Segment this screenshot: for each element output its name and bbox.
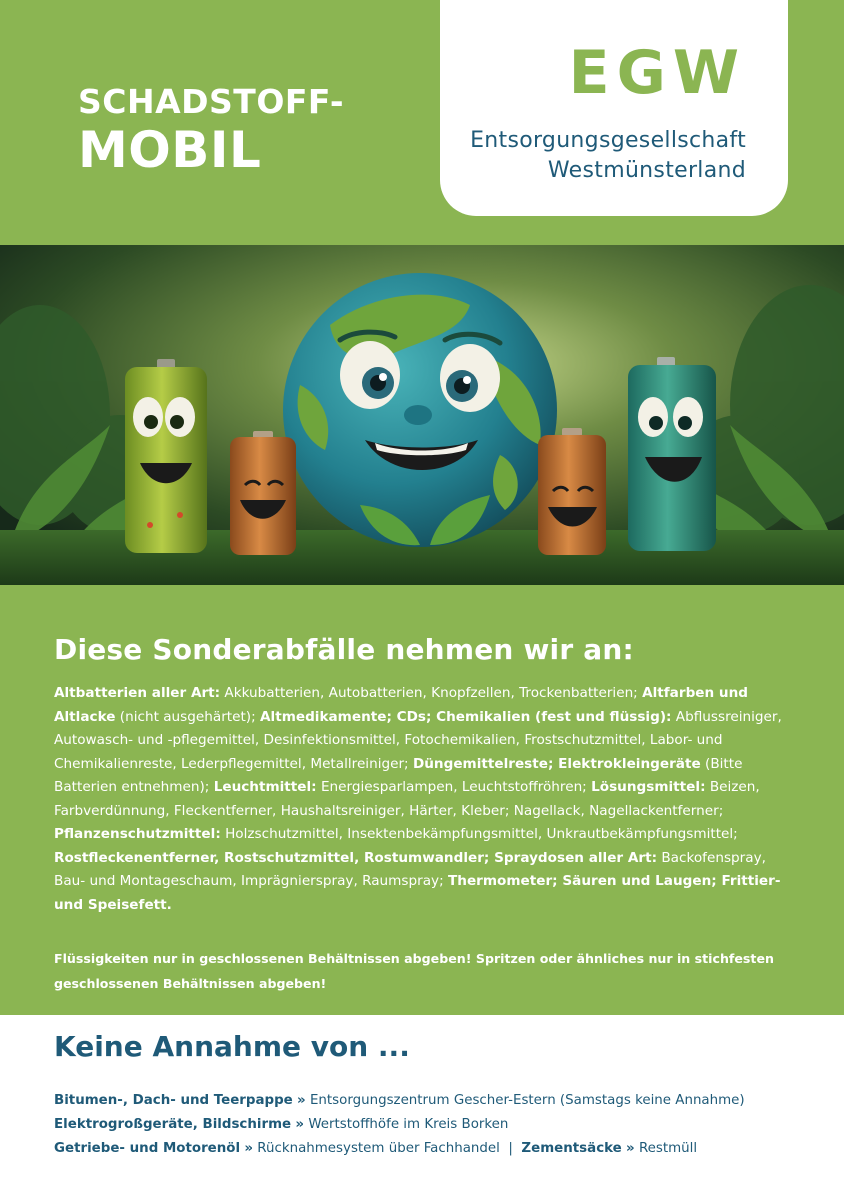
accepted-item-text: (nicht ausgehärtet); <box>115 708 261 725</box>
accepted-item-label: Rostfleckenentferner, Rostschutzmittel, Rostumwandler; Spraydosen aller Art: <box>54 849 658 866</box>
rejected-list <box>54 1089 814 1161</box>
accepted-heading: Diese Sonderabfälle nehmen wir an: <box>54 633 634 666</box>
accepted-item-label: Altmedikamente; CDs; Chemikalien (fest und flüssig): <box>260 708 672 725</box>
accepted-item-text: Abflussreiniger, Autowasch- und -pflegemittel, Desinfektionsmittel, Fotochemikalien, Frostschutzmittel, Labor- und Chemikalienreste, Lederpflegemittel, Metallreiniger; <box>54 708 782 772</box>
rejected-item-destination: Restmüll <box>638 1141 698 1156</box>
accepted-item-text: Beizen, Farbverdünnung, Fleckentferner, Haushaltsreiniger, Härter, Kleber; Nagellack, Nagellackentferner; <box>54 779 760 819</box>
logo-mark: EGW <box>568 38 746 108</box>
copper-battery-icon <box>230 431 296 555</box>
double-arrow-icon: » <box>297 1093 306 1108</box>
accepted-item-label: Pflanzenschutzmittel: <box>54 826 221 842</box>
accepted-item-text: Backofenspray, Bau- und Montageschaum, Imprägnierspray, Raumspray; <box>54 849 766 889</box>
green-battery-icon <box>125 359 207 553</box>
accepted-item-text: Holzschutzmittel, Insektenbekämpfungsmittel, Unkrautbekämpfungsmittel; <box>220 826 738 842</box>
double-arrow-icon: » <box>626 1141 635 1156</box>
accepted-item-text: Energiesparlampen, Leuchtstoffröhren; <box>316 779 592 795</box>
smiling-earth-icon <box>283 273 557 547</box>
page-title <box>78 82 344 178</box>
rejected-item-destination: Entsorgungszentrum Gescher-Estern (Samstags keine Annahme) <box>309 1093 745 1108</box>
rejected-heading: Keine Annahme von ... <box>54 1030 410 1063</box>
separator: | <box>508 1141 513 1156</box>
rejected-item-label: Bitumen-, Dach- und Teerpappe <box>54 1093 293 1108</box>
rejected-item-destination: Wertstoffhöfe im Kreis Borken <box>308 1117 509 1132</box>
egw-logo <box>440 0 788 216</box>
accepted-item-label: Düngemittelreste; Elektrokleingeräte <box>412 755 701 772</box>
logo-subtitle <box>470 126 746 186</box>
teal-battery-icon <box>628 357 716 551</box>
list-item <box>54 1089 814 1113</box>
title-line-1: SCHADSTOFF- <box>78 82 345 121</box>
list-item <box>54 1113 814 1137</box>
accepted-item-label: Altfarben und Altlacke <box>54 685 749 725</box>
accepted-item-label: Thermometer; Säuren und Laugen; Frittier- und Speisefett. <box>54 873 781 913</box>
rejected-item-label: Zementsäcke <box>521 1141 622 1156</box>
accepted-item-text: Akkubatterien, Autobatterien, Knopfzellen, Trockenbatterien; <box>220 685 643 701</box>
list-item <box>54 1137 814 1161</box>
accepted-section <box>0 585 844 1015</box>
rejected-item-destination: Rücknahmesystem über Fachhandel <box>257 1141 500 1156</box>
accepted-list <box>54 682 794 917</box>
accepted-item-text: (Bitte Batterien entnehmen); <box>54 755 743 795</box>
accepted-item-label: Leuchtmittel: <box>213 779 317 795</box>
rejected-item-label: Elektrogroßgeräte, Bildschirme <box>54 1117 292 1132</box>
double-arrow-icon: » <box>295 1117 305 1132</box>
double-arrow-icon: » <box>244 1141 254 1156</box>
copper-battery-icon <box>538 428 606 555</box>
hero-illustration <box>0 245 844 585</box>
logo-line-2: Westmünsterland <box>547 158 746 183</box>
accepted-item-label: Altbatterien aller Art: <box>54 685 221 701</box>
accepted-item-label: Lösungsmittel: <box>591 779 706 795</box>
logo-line-1: Entsorgungsgesellschaft <box>470 128 746 153</box>
title-line-2: MOBIL <box>78 121 262 179</box>
rejected-item-label: Getriebe- und Motorenöl <box>54 1141 241 1156</box>
handling-notice: Flüssigkeiten nur in geschlossenen Behältnissen abgeben! Spritzen oder ähnliches nur in stichfesten geschlossenen Behältnissen abgeben! <box>54 951 774 991</box>
